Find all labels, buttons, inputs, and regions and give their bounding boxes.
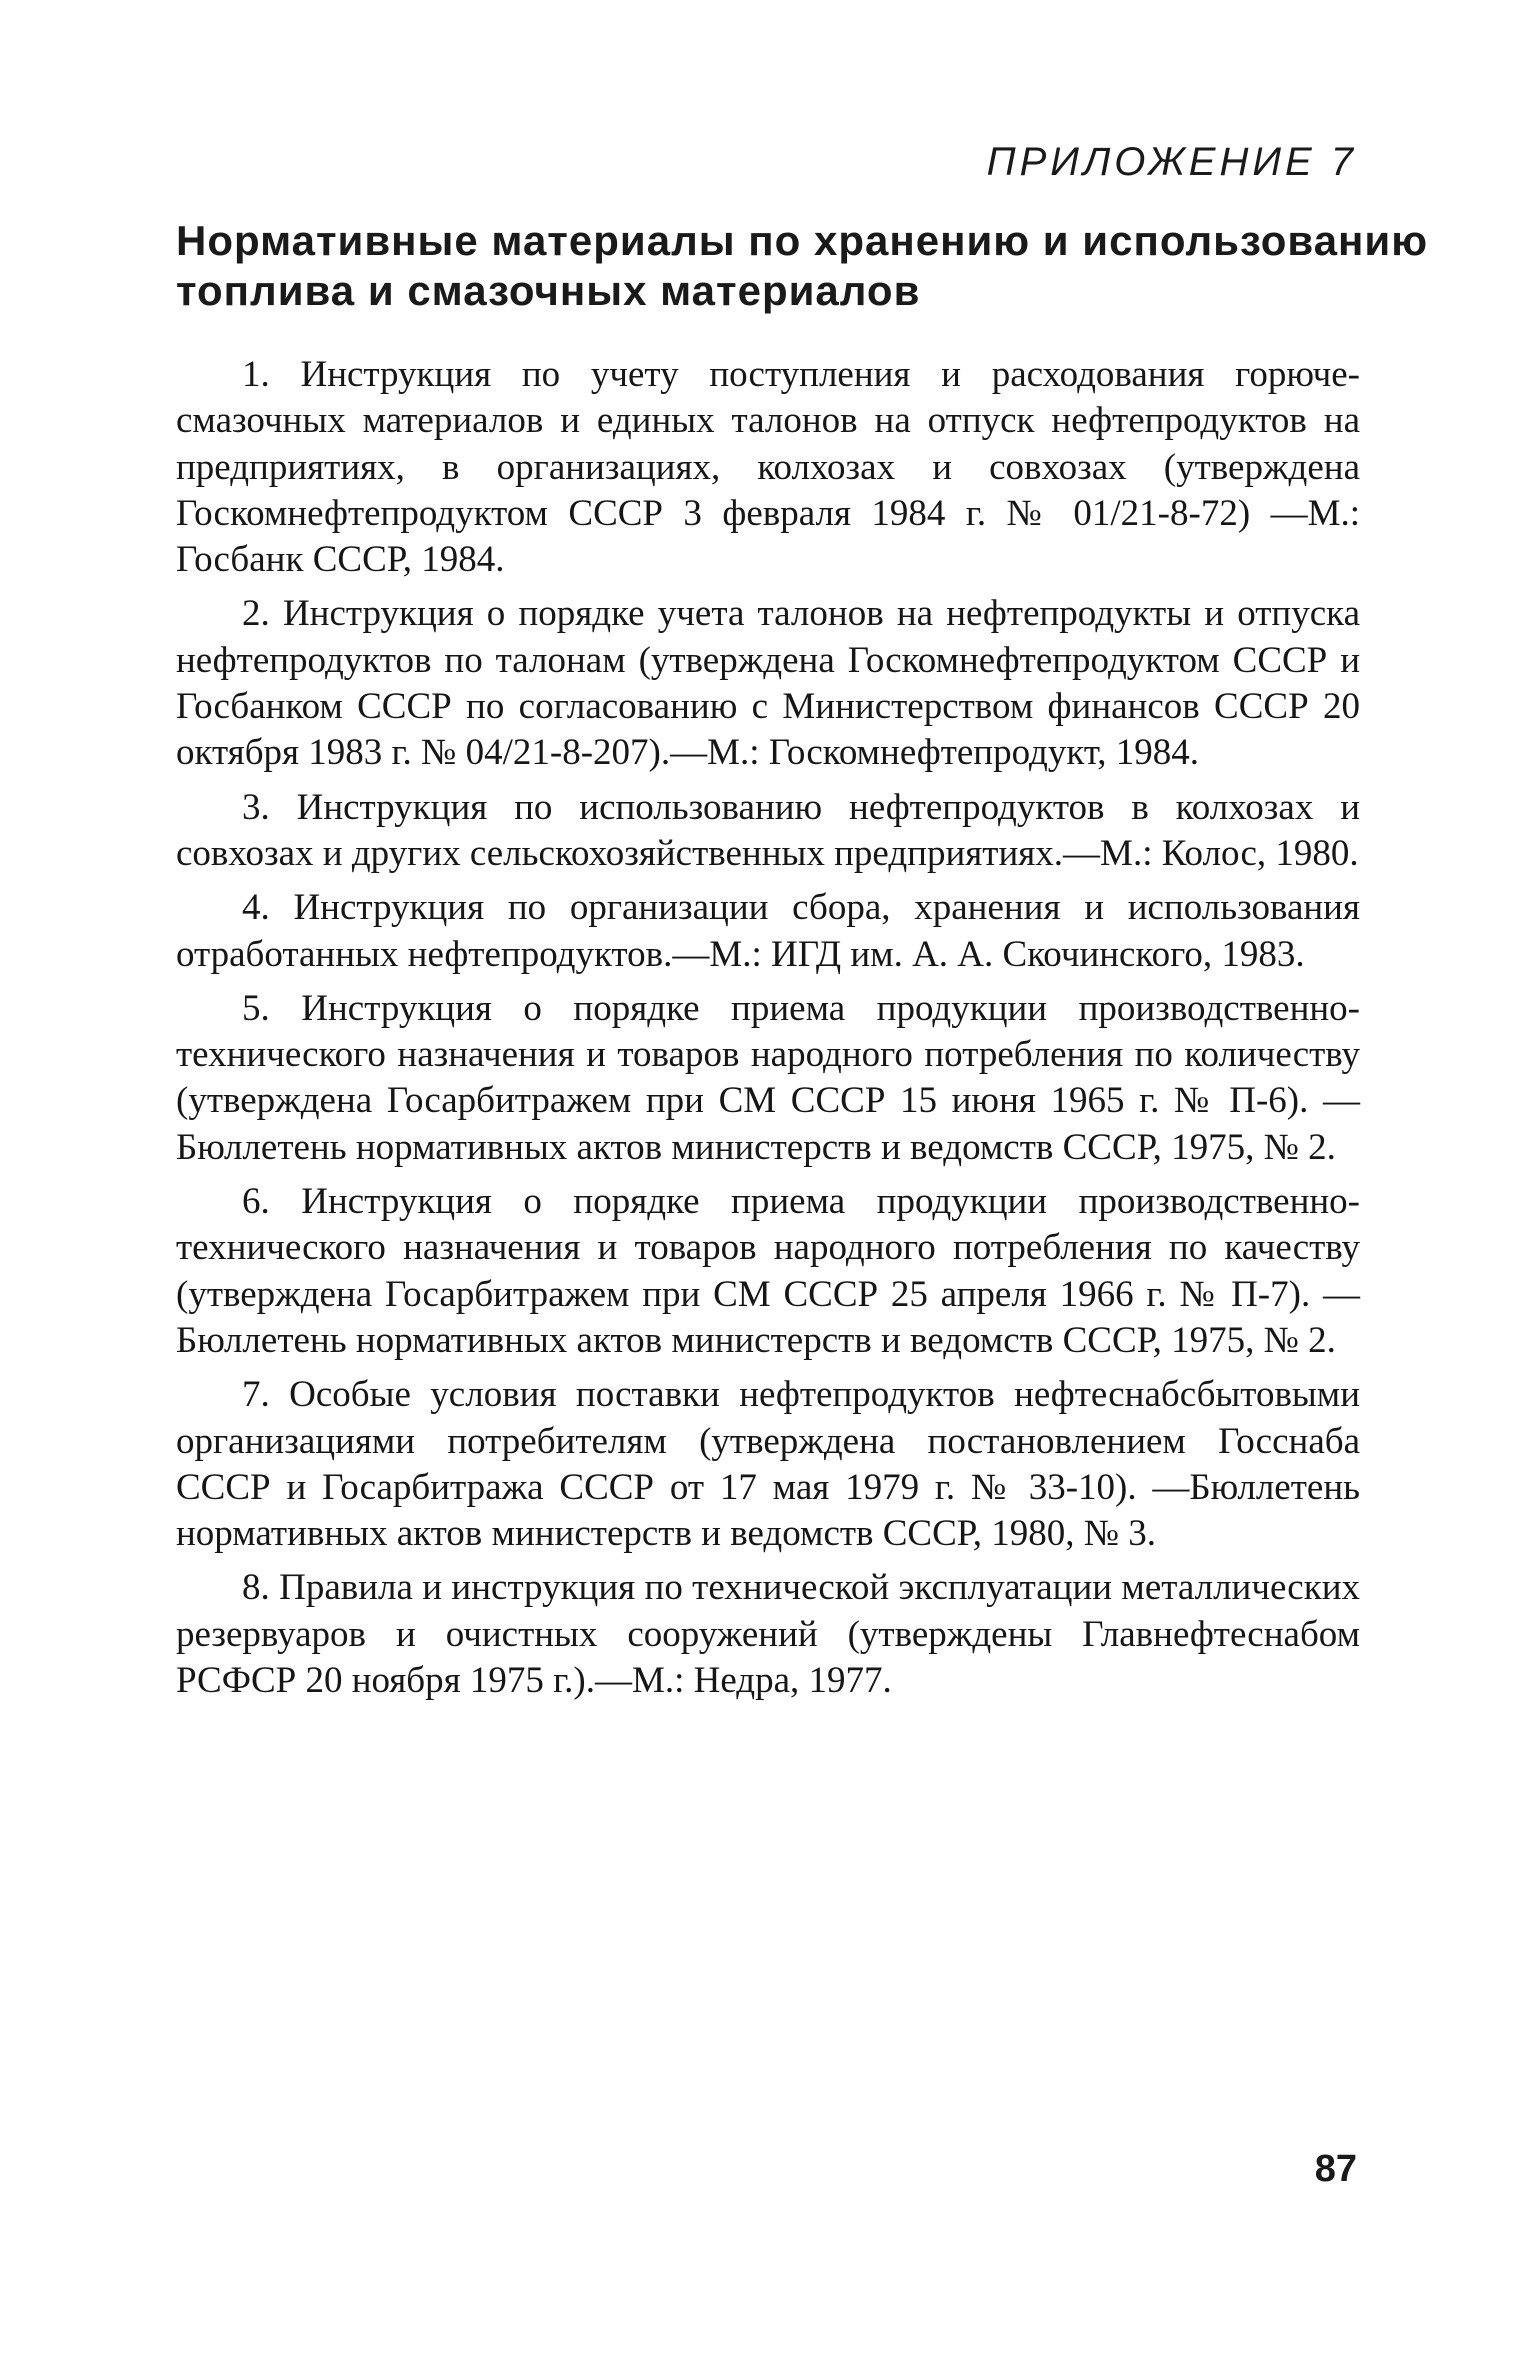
regulation-item-1: 1. Инструкция по учету поступления и расходования горюче-смазочных материалов и единых талонов на отпуск нефтепродуктов на предприятиях, в организациях, колхозах и совхозах (утверждена Госкомнефтепродуктом СССР 3 февраля 1984 г. № 01/21-8-72) —М.: Госбанк СССР, 1984. bbox=[176, 354, 1360, 581]
regulation-item-4: 4. Инструкция по организации сбора, хранения и использования отработанных нефтепродуктов.—М.: ИГД им. А. А. Скочинского, 1983. bbox=[176, 887, 1360, 975]
title-line-1: Нормативные материалы по хранению и использованию bbox=[176, 217, 1429, 264]
regulation-item-2: 2. Инструкция о порядке учета талонов на нефтепродукты и отпуска нефтепродуктов по талонам (утверждена Госкомнефтепродуктом СССР и Госбанком СССР по согласованию с Министерством финансов СССР 20 октября 1983 г. № 04/21-8-207).—М.: Госкомнефтепродукт, 1984. bbox=[176, 593, 1360, 774]
title-line-2: топлива и смазочных материалов bbox=[176, 267, 921, 314]
regulation-item-8: 8. Правила и инструкция по технической эксплуатации металлических резервуаров и очистных сооружений (утверждены Главнефтеснабом РСФСР 20 ноября 1975 г.).—М.: Недра, 1977. bbox=[176, 1567, 1360, 1702]
page-number: 87 bbox=[1314, 2148, 1357, 2190]
regulation-item-7: 7. Особые условия поставки нефтепродуктов нефтеснабсбытовыми организациями потребителям (утверждена постановлением Госснаба СССР и Госарбитража СССР от 17 мая 1979 г. № 33-10). —Бюллетень нормативных актов министерств и ведомств СССР, 1980, № 3. bbox=[176, 1374, 1360, 1555]
regulation-item-3: 3. Инструкция по использованию нефтепродуктов в колхозах и совхозах и других сельскохозяйственных предприятиях.—М.: Колос, 1980. bbox=[176, 786, 1360, 874]
document-title bbox=[176, 216, 1429, 316]
regulation-list bbox=[176, 352, 1360, 1712]
regulation-item-6: 6. Инструкция о порядке приема продукции производственно-технического назначения и товаров народного потребления по качеству (утверждена Госарбитражем при СМ СССР 25 апреля 1966 г. № П-7). —Бюллетень нормативных актов министерств и ведомств СССР, 1975, № 2. bbox=[176, 1181, 1360, 1361]
appendix-label: ПРИЛОЖЕНИЕ 7 bbox=[986, 140, 1357, 184]
regulation-item-5: 5. Инструкция о порядке приема продукции производственно-технического назначения и товаров народного потребления по количеству (утверждена Госарбитражем при СМ СССР 15 июня 1965 г. № П-6). —Бюллетень нормативных актов министерств и ведомств СССР, 1975, № 2. bbox=[176, 987, 1360, 1168]
